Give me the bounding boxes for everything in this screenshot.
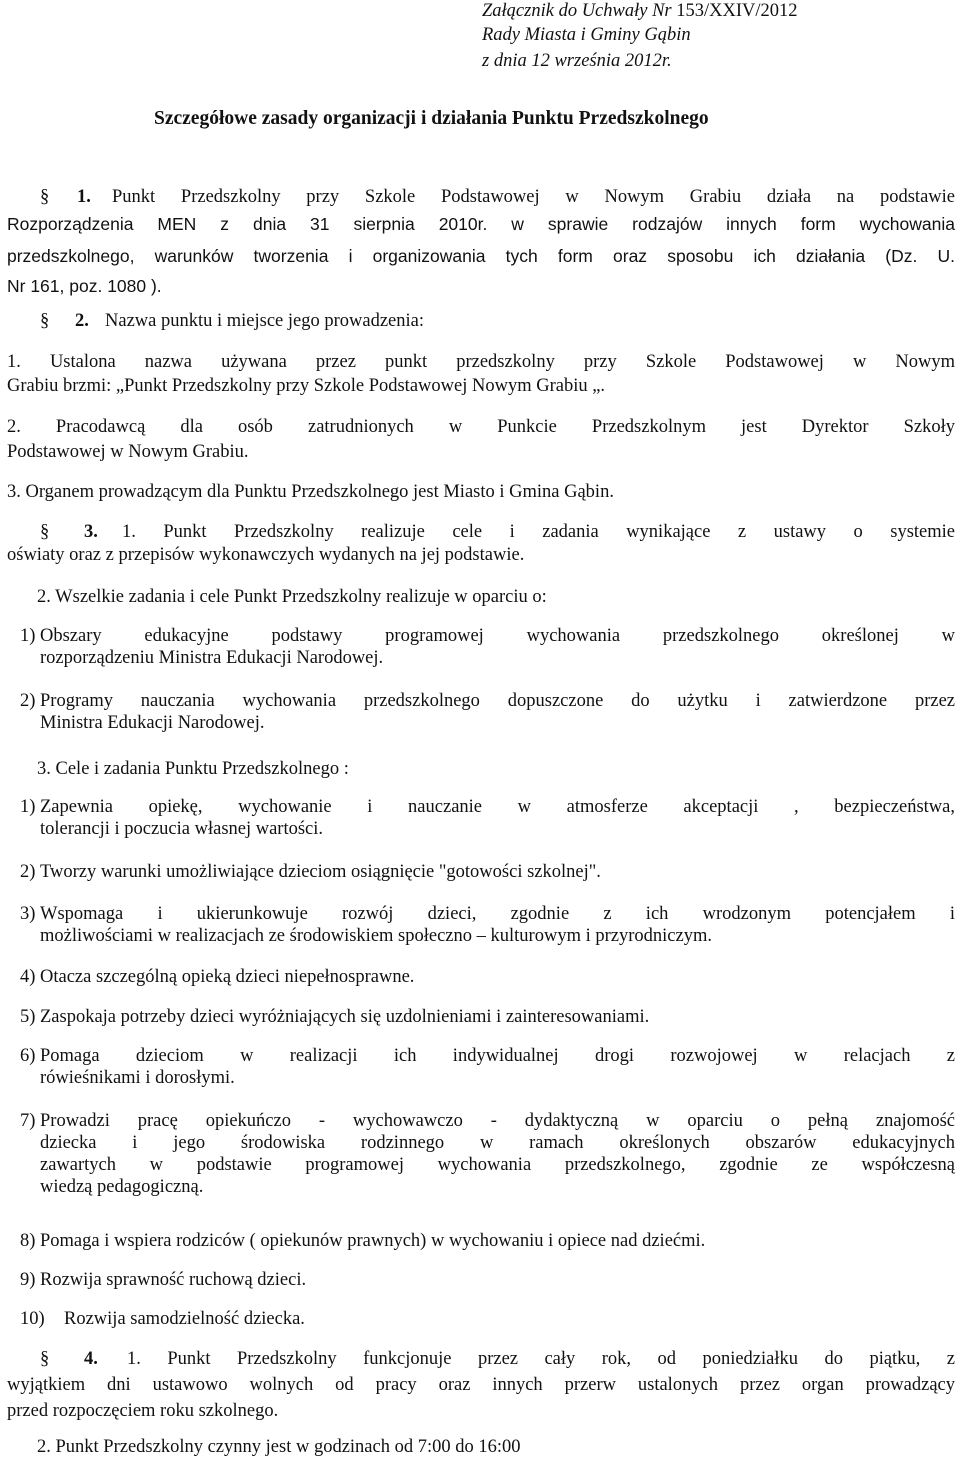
section-3-p1-line-1: 1. Punkt Przedszkolny realizuje cele i zadania wynikające z ustawy o systemie [122, 522, 955, 542]
list-item-line-1: Rozwija samodzielność dziecka. [64, 1309, 305, 1329]
section-2-p1-line-1: 1. Ustalona nazwa używana przez punkt przedszkolny przy Szkole Podstawowej w Nowym [7, 352, 955, 372]
paragraph-mark-2: § [40, 311, 50, 331]
section-3-p1-line-2: oświaty oraz z przepisów wykonawczych wydanych na jej podstawie. [7, 545, 525, 565]
section-4-p1-line-3: przed rozpoczęciem roku szkolnego. [7, 1401, 279, 1421]
goal-item [20, 903, 955, 947]
section-3-number: 3. [84, 522, 98, 542]
section-3-p3: 3. Cele i zadania Punktu Przedszkolnego : [37, 759, 349, 779]
goal-item [20, 1006, 955, 1028]
list-item-line-1: Rozwija sprawność ruchową dzieci. [40, 1270, 307, 1290]
goal-item [20, 1230, 955, 1252]
list-number: 2) [20, 691, 36, 711]
goal-item [20, 1045, 955, 1089]
header-line-1: Załącznik do Uchwały Nr [482, 1, 672, 21]
header-line-2: Rady Miasta i Gminy Gąbin [482, 25, 691, 45]
list-number: 9) [20, 1270, 36, 1290]
list-number: 2) [20, 862, 36, 882]
list-number: 1) [20, 626, 36, 646]
list-number: 6) [20, 1046, 36, 1066]
section-3-p2: 2. Wszelkie zadania i cele Punkt Przedszkolny realizuje w oparciu o: [37, 587, 547, 607]
section-4-p1-line-2: wyjątkiem dni ustawowo wolnych od pracy oraz innych przerw ustalonych przez organ prowadzący [7, 1375, 955, 1395]
basis-item [20, 690, 955, 734]
list-item-line-2: Ministra Edukacji Narodowej. [40, 713, 265, 733]
section-2-p2-line-1: 2. Pracodawcą dla osób zatrudnionych w Punkcie Przedszkolnym jest Dyrektor Szkoły [7, 417, 955, 437]
list-item-line-1: Otacza szczególną opieką dzieci niepełnosprawne. [40, 967, 415, 987]
section-4-number: 4. [84, 1349, 98, 1369]
list-item-line-1: Zaspokaja potrzeby dzieci wyróżniających się uzdolnieniami i zainteresowaniami. [40, 1007, 650, 1027]
list-item-line-2: możliwościami w realizacjach ze środowiskiem społeczno – kulturowym i przyrodniczym. [40, 926, 712, 946]
section-2-number: 2. [75, 311, 89, 331]
list-item-line-1: Pomaga dzieciom w realizacji ich indywidualnej drogi rozwojowej w relacjach z [40, 1046, 955, 1066]
paragraph-mark-4: § [40, 1349, 50, 1369]
list-item-line-1: Zapewnia opiekę, wychowanie i nauczanie w atmosferze akceptacji , bezpieczeństwa, [40, 797, 955, 817]
list-item-line-1: Obszary edukacyjne podstawy programowej wychowania przedszkolnego określonej w [40, 626, 955, 646]
section-4-p2: 2. Punkt Przedszkolny czynny jest w godzinach od 7:00 do 16:00 [37, 1437, 521, 1457]
list-item-line-2: rozporządzeniu Ministra Edukacji Narodowej. [40, 648, 384, 668]
section-2-p3: 3. Organem prowadzącym dla Punktu Przedszkolnego jest Miasto i Gmina Gąbin. [7, 482, 614, 502]
header-line-3: z dnia 12 września 2012r. [482, 51, 672, 71]
goal-item [20, 1269, 955, 1291]
list-number: 1) [20, 797, 36, 817]
list-item-line-1: Tworzy warunki umożliwiające dzieciom osiągnięcie "gotowości szkolnej". [40, 862, 601, 882]
list-item-line-1: Wspomaga i ukierunkowuje rozwój dzieci, zgodnie z ich wrodzonym potencjałem i [40, 904, 955, 924]
list-number: 5) [20, 1007, 36, 1027]
goal-item [20, 1308, 955, 1330]
section-1-line-3: przedszkolnego, warunków tworzenia i organizowania tych form oraz sposobu ich działania (Dz. U. [7, 246, 955, 266]
list-item-line-2: tolerancji i poczucia własnej wartości. [40, 819, 324, 839]
list-number: 4) [20, 967, 36, 987]
section-1-line-2: Rozporządzenia MEN z dnia 31 sierpnia 2010r. w sprawie rodzajów innych form wychowania [7, 214, 955, 234]
goal-item [20, 1110, 955, 1198]
section-2-p1-line-2: Grabiu brzmi: „Punkt Przedszkolny przy Szkole Podstawowej Nowym Grabiu „. [7, 376, 606, 396]
section-2-p2-line-2: Podstawowej w Nowym Grabiu. [7, 442, 249, 462]
list-number: 10) [20, 1309, 45, 1329]
section-4-p1-line-1: 1. Punkt Przedszkolny funkcjonuje przez cały rok, od poniedziałku do piątku, z [127, 1349, 955, 1369]
paragraph-mark-3: § [40, 522, 50, 542]
list-item-line-1: Pomaga i wspiera rodziców ( opiekunów prawnych) w wychowaniu i opiece nad dziećmi. [40, 1231, 706, 1251]
list-number: 3) [20, 904, 36, 924]
list-number: 8) [20, 1231, 36, 1251]
list-item-line-1: Programy nauczania wychowania przedszkolnego dopuszczone do użytku i zatwierdzone przez [40, 691, 955, 711]
list-item-line-2: dziecka i jego środowiska rodzinnego w ramach określonych obszarów edukacyjnych [40, 1133, 955, 1153]
list-item-line-1: Prowadzi pracę opiekuńczo - wychowawczo - dydaktyczną w oparciu o pełną znajomość [40, 1111, 955, 1131]
goal-item [20, 861, 955, 883]
list-number: 7) [20, 1111, 36, 1131]
resolution-number: 153/XXIV/2012 [676, 1, 798, 21]
section-1-number: 1. [77, 187, 91, 207]
goal-item [20, 796, 955, 840]
list-item-line-3: zawartych w podstawie programowej wychowania przedszkolnego, zgodnie ze współczesną [40, 1155, 955, 1175]
section-1-line-4: Nr 161, poz. 1080 ). [7, 276, 162, 296]
basis-item [20, 625, 955, 669]
list-item-line-2: rówieśnikami i dorosłymi. [40, 1068, 235, 1088]
goal-item [20, 966, 955, 988]
section-2-heading: Nazwa punktu i miejsce jego prowadzenia: [105, 311, 425, 331]
section-1-line-1: Punkt Przedszkolny przy Szkole Podstawowej w Nowym Grabiu działa na podstawie [112, 187, 955, 207]
paragraph-mark-1: § [40, 187, 50, 207]
list-item-line-4: wiedzą pedagogiczną. [40, 1177, 204, 1197]
document-title: Szczegółowe zasady organizacji i działania Punktu Przedszkolnego [154, 108, 709, 129]
